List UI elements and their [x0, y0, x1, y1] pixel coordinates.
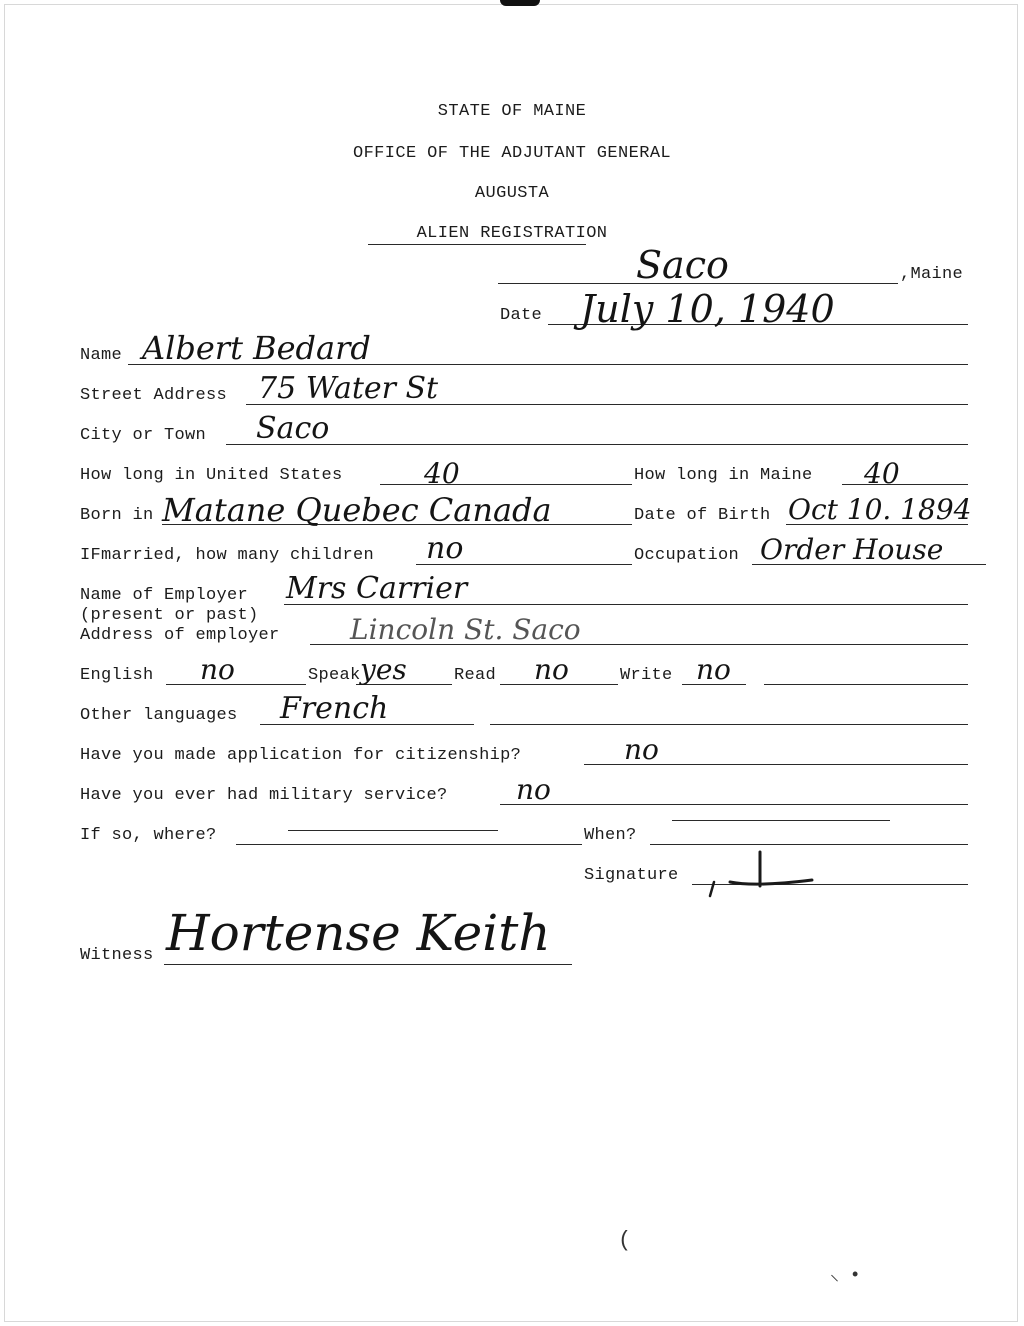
when-label: When?: [584, 826, 637, 845]
english-line: [166, 684, 306, 685]
languages-extra-line: [490, 724, 968, 725]
dob-label: Date of Birth: [634, 506, 771, 525]
scan-mark: [500, 0, 540, 6]
speak-label: Speak: [308, 666, 361, 685]
street-value: 75 Water St: [258, 371, 439, 406]
city-value: Saco: [256, 411, 330, 446]
born-value: Matane Quebec Canada: [162, 491, 552, 529]
town-value: Saco: [636, 243, 729, 287]
occupation-label: Occupation: [634, 546, 740, 565]
years-us-value: 40: [424, 457, 460, 490]
read-label: Read: [454, 666, 497, 685]
employer-label: Name of Employer: [80, 586, 249, 605]
where-label: If so, where?: [80, 826, 217, 845]
occupation-value: Order House: [760, 533, 944, 566]
scan-mark-paren: (: [618, 1228, 632, 1253]
write-value: no: [696, 653, 731, 686]
witness-value: Hortense Keith: [166, 904, 551, 962]
languages-value: French: [280, 691, 389, 726]
dob-value: Oct 10. 1894: [788, 493, 972, 526]
read-value: no: [534, 653, 569, 686]
when-dash-mark: [672, 820, 890, 821]
city-line: [226, 444, 968, 445]
header-form-title: ALIEN REGISTRATION: [416, 224, 608, 243]
english-value: no: [200, 653, 235, 686]
where-dash-mark: [288, 830, 498, 831]
years-maine-value: 40: [864, 457, 900, 490]
name-value: Albert Bedard: [142, 329, 371, 367]
born-label: Born in: [80, 506, 154, 525]
scan-mark-dots: ⸜ •: [830, 1266, 861, 1286]
children-label: IFmarried, how many children: [80, 546, 375, 565]
write-extra-line: [764, 684, 968, 685]
employer-address-value: Lincoln St. Saco: [350, 613, 581, 646]
header-office: OFFICE OF THE ADJUTANT GENERAL: [352, 144, 672, 163]
languages-label: Other languages: [80, 706, 238, 725]
witness-label: Witness: [80, 946, 154, 965]
state-suffix: ,Maine: [900, 265, 964, 284]
signature-mark: [700, 846, 820, 900]
witness-line: [164, 964, 572, 965]
date-label: Date: [500, 306, 543, 325]
years-us-label: How long in United States: [80, 466, 343, 485]
header-city: AUGUSTA: [474, 184, 550, 203]
date-value: July 10, 1940: [580, 287, 835, 331]
header-state: STATE OF MAINE: [437, 102, 587, 121]
military-label: Have you ever had military service?: [80, 786, 448, 805]
years-us-line: [380, 484, 632, 485]
military-line: [500, 804, 968, 805]
children-value: no: [426, 531, 464, 566]
english-label: English: [80, 666, 154, 685]
employer-sublabel: (present or past): [80, 606, 259, 625]
city-label: City or Town: [80, 426, 207, 445]
title-underline: [368, 244, 586, 245]
when-line: [650, 844, 968, 845]
military-value: no: [516, 773, 551, 806]
where-line: [236, 844, 582, 845]
name-label: Name: [80, 346, 123, 365]
write-label: Write: [620, 666, 673, 685]
street-label: Street Address: [80, 386, 228, 405]
speak-value: yes: [360, 653, 407, 686]
signature-label: Signature: [584, 866, 679, 885]
citizenship-value: no: [624, 733, 659, 766]
employer-address-label: Address of employer: [80, 626, 280, 645]
employer-value: Mrs Carrier: [286, 571, 468, 606]
citizenship-label: Have you made application for citizenship?: [80, 746, 522, 765]
years-maine-label: How long in Maine: [634, 466, 813, 485]
years-maine-line: [842, 484, 968, 485]
